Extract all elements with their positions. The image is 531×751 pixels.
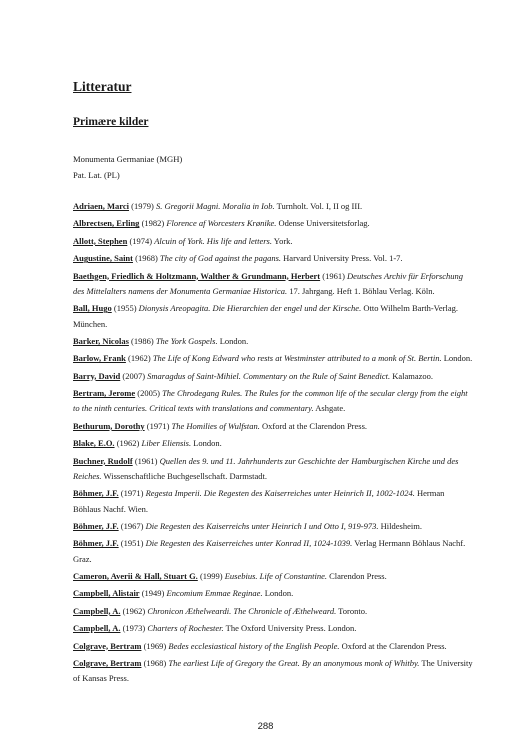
entry-author: Baethgen, Friedlich & Holtzmann, Walther & Grundmann, Herbert: [73, 270, 321, 281]
bibliography-entry: [73, 419, 473, 434]
entry-year: (1962): [114, 438, 142, 449]
entry-author: Barry, David: [73, 370, 121, 381]
entry-year: (1986): [128, 335, 156, 346]
entry-publisher: Hildesheim.: [378, 520, 422, 531]
entry-title: The earliest Life of Gregory the Great. By an anonymous monk of Whitby.: [168, 657, 420, 668]
entry-year: (2007): [120, 370, 148, 381]
entry-year: (1999): [197, 571, 225, 582]
entry-title: Chronicon Æthelweardi. The Chronicle of Æthelweard.: [147, 605, 337, 616]
entry-author: Augustine, Saint: [73, 253, 133, 264]
entry-author: Albrectsen, Erling: [73, 218, 140, 229]
entry-year: (1967): [118, 520, 146, 531]
bibliography-entry: [73, 369, 473, 384]
entry-author: Cameron, Averii & Hall, Stuart G.: [73, 571, 198, 582]
bibliography-entry: [73, 301, 473, 332]
entry-title: The Life of Kong Edward who rests at Westminster attributed to a monk of St. Bertin.: [152, 353, 442, 364]
entry-title: Die Regesten des Kaiserreiches unter Konrad II, 1024-1039.: [145, 538, 353, 549]
entry-author: Böhmer, J.F.: [73, 488, 119, 499]
entry-author: Campbell, Alistair: [73, 588, 140, 599]
bibliography-entry: [73, 334, 473, 349]
entry-title: The city of God against the pagans.: [159, 253, 282, 264]
entry-year: (1961): [320, 270, 348, 281]
entry-year: (1974): [127, 235, 155, 246]
bibliography-entry: [73, 436, 473, 451]
entry-title: The Chrodegang Rules. The Rules for the common life of the secular clergy from the eight to the ninth centuries. Critical texts with translations and commentary.: [73, 388, 468, 414]
entry-author: Adriaen, Marci: [73, 201, 130, 211]
entry-author: Blake, E.O.: [73, 438, 115, 449]
entry-author: Campbell, A.: [73, 623, 121, 634]
entry-year: (1971): [144, 420, 172, 431]
bibliography-entry: [73, 569, 473, 584]
entry-year: (1969): [141, 640, 169, 651]
entry-title: Alcuin of York. His life and letters.: [154, 235, 272, 246]
entry-publisher: Oxford at the Clarendon Press.: [259, 420, 368, 431]
entry-author: Böhmer, J.F.: [73, 538, 119, 549]
entry-title: Die Regesten des Kaiserreichs unter Heinrich I und Otto I, 919-973.: [145, 520, 379, 531]
entry-year: (1951): [118, 538, 146, 549]
entry-title: Charters of Rochester.: [147, 623, 224, 634]
entry-year: (1971): [118, 488, 146, 499]
entry-author: Bertram, Jerome: [73, 388, 136, 399]
entry-publisher: Otto Wilhelm Barth-Verlag. München.: [73, 303, 458, 329]
primary-source-item: Pat. Lat. (PL): [73, 169, 120, 180]
entry-publisher: The Oxford University Press. London.: [223, 623, 357, 634]
entry-author: Bethurum, Dorothy: [73, 420, 145, 431]
entry-publisher: London.: [441, 353, 473, 364]
bibliography-entry: [73, 199, 473, 214]
entry-year: (1968): [133, 253, 160, 264]
bibliography-entry: [73, 536, 473, 567]
page-number: 288: [257, 721, 274, 732]
bibliography-entry: [73, 639, 473, 654]
entry-publisher: The University of Kansas Press.: [73, 657, 473, 684]
entry-author: Colgrave, Bertram: [73, 657, 142, 668]
bibliography-entry: [73, 621, 473, 636]
entry-author: Colgrave, Bertram: [73, 640, 142, 651]
entry-title: Regesta Imperii. Die Regesten des Kaiserreiches unter Heinrich II, 1002-1024.: [145, 488, 415, 499]
entry-title: Florence af Worcesters Krønike.: [166, 218, 277, 229]
bibliography-entry: [73, 656, 473, 687]
entry-author: Ball, Hugo: [73, 303, 112, 314]
entry-title: S. Gregorii Magni. Moralia in Iob.: [155, 201, 275, 211]
bibliography-entry: [73, 486, 473, 517]
entry-publisher: Ashgate.: [313, 403, 346, 414]
bibliography-entry: [73, 386, 473, 417]
entry-year: (1949): [139, 588, 167, 599]
entry-title: Dionysis Areopagita. Die Hierarchien der engel und der Kirsche.: [138, 303, 362, 314]
entry-title: The Homilies of Wulfstan.: [171, 420, 260, 431]
entry-publisher: Wissenschaftliche Buchgesellschaft. Darmstadt.: [101, 470, 268, 481]
entry-title: Quellen des 9. und 11. Jahrhunderts zur Geschichte der Hamburgischen Kirche und des Reiches.: [73, 455, 459, 481]
entry-year: (1962): [125, 353, 153, 364]
entry-year: (1982): [139, 218, 167, 229]
entry-author: Barlow, Frank: [73, 353, 126, 364]
entry-author: Campbell, A.: [73, 605, 121, 616]
entry-publisher: 17. Jahrgang. Heft 1. Böhlau Verlag. Köln.: [287, 285, 435, 296]
entry-publisher: London.: [217, 335, 249, 346]
entry-year: (1961): [132, 455, 160, 466]
entry-author: Böhmer, J.F.: [73, 520, 119, 531]
entry-year: (2005): [135, 388, 163, 399]
primary-source-item: Monumenta Germaniae (MGH): [73, 154, 183, 164]
bibliography-entry: [73, 604, 473, 619]
entry-publisher: Kalamazoo.: [390, 370, 434, 381]
entry-year: (1962): [120, 605, 148, 616]
bibliography-entry: [73, 351, 473, 366]
bibliography-entry: [73, 251, 473, 266]
entry-year: (1968): [141, 657, 169, 668]
bibliography-list: [73, 199, 473, 689]
entry-title: Encomium Emmae Reginae.: [166, 588, 263, 599]
entry-title: Smaragdus of Saint-Mihiel. Commentary on the Rule of Saint Benedict.: [147, 370, 391, 381]
entry-year: (1973): [120, 623, 148, 634]
entry-publisher: London.: [262, 588, 294, 599]
primary-sources-list: [73, 152, 182, 183]
entry-author: Allott, Stephen: [73, 235, 128, 246]
entry-year: (1979): [129, 201, 156, 211]
entry-publisher: Verlag Hermann Böhlaus Nachf. Graz.: [73, 538, 466, 564]
bibliography-entry: [73, 216, 473, 231]
page-title: Litteratur: [73, 79, 132, 94]
entry-title: Deutsches Archiv für Erforschung des Mittelalters namens der Monumenta Germaniae Historica.: [73, 270, 463, 296]
bibliography-entry: [73, 519, 473, 534]
entry-publisher: Herman Böhlaus Nachf. Wien.: [73, 488, 445, 514]
entry-publisher: Turnholt. Vol. I, II og III.: [274, 201, 363, 211]
entry-publisher: Clarendon Press.: [326, 571, 387, 582]
entry-author: Barker, Nicolas: [73, 335, 129, 346]
entry-publisher: Harvard University Press. Vol. 1-7.: [281, 253, 403, 264]
bibliography-entry: [73, 454, 473, 485]
entry-year: (1955): [111, 303, 139, 314]
entry-title: Liber Eliensis.: [141, 438, 192, 449]
entry-title: The York Gospels.: [155, 335, 218, 346]
entry-author: Buchner, Rudolf: [73, 455, 133, 466]
bibliography-entry: [73, 269, 473, 300]
entry-publisher: Oxford at the Clarendon Press.: [339, 640, 447, 651]
entry-publisher: York.: [271, 235, 293, 246]
bibliography-entry: [73, 234, 473, 249]
entry-title: Bedes ecclesiastical history of the English People.: [168, 640, 340, 651]
section-heading: Primære kilder: [73, 116, 149, 128]
entry-publisher: London.: [191, 438, 222, 449]
entry-publisher: Odense Universitetsforlag.: [276, 218, 370, 229]
bibliography-entry: [73, 586, 473, 601]
entry-title: Eusebius. Life of Constantine.: [224, 571, 327, 582]
entry-publisher: Toronto.: [336, 605, 368, 616]
